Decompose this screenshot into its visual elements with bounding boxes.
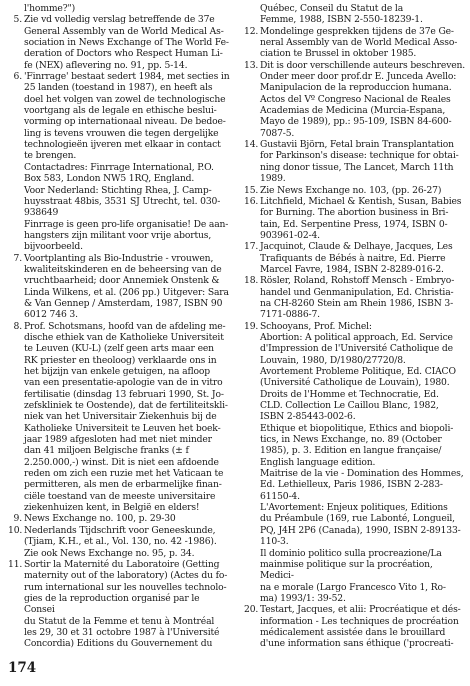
footnote-15: [244, 185, 466, 196]
footnote-text: Zie News Exchange no. 103, (pp. 26-27): [260, 184, 442, 196]
footnote-text: Mondelinge gesprekken tijdens de 37e Ge- neral Assembly van de World Medical Asso- ciation te Brussel in oktober 1985.: [260, 25, 458, 60]
right-column-continuation: Québec, Conseil du Statut de la Femme, 1988, ISBN 2-550-18239-1.: [260, 3, 423, 26]
footnote-number: 12.: [244, 25, 259, 37]
left-column-continuation: l'homme?"): [24, 3, 76, 14]
footnote-10: [8, 525, 232, 559]
footnote-text: Testart, Jacques, et alii: Procréatique et dés- information - Les techniques de procréation médicalement assistée dans le brouillard d'une information sans éthique ('procreati-: [260, 604, 461, 650]
footnote-text: Rösler, Roland, Rohstoff Mensch - Embryo- handel und Genmanipulation, Ed. Christia- na CH-8260 Stein am Rhein 1986, ISBN 3- 7171-0886-7.: [260, 275, 455, 321]
footnote-17: [244, 241, 466, 275]
footnote-number: 14.: [244, 139, 259, 151]
footnote-text: News Exchange no. 100, p. 29-30: [24, 513, 176, 525]
footnote-number: 17.: [244, 241, 259, 253]
footnote-11: [8, 559, 232, 650]
footnote-number: 5.: [13, 14, 22, 26]
footnote-text: Jacquinot, Claude & Delhaye, Jacques, Les Trafiquants de Bébés à naitre, Ed. Pierre Marcel Favre, 1984, ISBN 2-8289-016-2.: [260, 241, 453, 275]
footnote-number: 19.: [244, 320, 259, 332]
footnote-20: [244, 604, 466, 649]
footnote-text: Dit is door verschillende auteurs beschreven. Onder meer door prof.dr E. Junceda Avello: Manipulacion de la reproduccion humana. Actos del Vº Congreso Nacional de Reales Academias de Medicina (Murcia-Espana, Mayo de 1989), pp.: 95-109, ISBN 84-600- 7087-5.: [260, 59, 466, 139]
footnote-number: 8.: [13, 320, 22, 332]
footnote-number: 9.: [13, 513, 22, 525]
footnote-text: 'Finrrage' bestaat sedert 1984, met secties in 25 landen (toestand in 1987), en heeft als doel het volgen van zowel de technologische voortgang als de legale en ethische beslui- vorming op internationaal niveau. De bedoe- ling is tevens vrouwen die tegen dergelijke technologieën ijveren met elkaar in contact te brengen. Contactadres: Finrrage International, P.O. Box 583, London NW5 1RQ, England. Voor Nederland: Stichting Rhea, J. Camp- huysstraat 48bis, 3531 SJ Utrecht, tel. 030- 938649 Finrrage is geen pro-life organisatie! De aan- hangsters zijn militant voor vrije abortus, bijvoorbeeld.: [24, 71, 230, 253]
footnote-9: [8, 513, 232, 524]
footnote-14: [244, 139, 466, 184]
left-column: [8, 3, 232, 650]
footnote-7: [8, 253, 232, 321]
footnote-18: [244, 275, 466, 320]
footnote-19: [244, 321, 466, 605]
footnote-number: 11.: [8, 558, 23, 570]
footnote-number: 7.: [13, 252, 22, 264]
footnote-text: Zie vd volledig verslag betreffende de 37e General Assembly van de World Medical As- sociation in News Exchange of The World Fe- deration of Doctors who Respect Human Li- fe (NEX) aflevering no. 91, pp. 5-14.: [24, 14, 229, 71]
footnote-number: 15.: [244, 184, 259, 196]
footnote-number: 6.: [13, 71, 22, 83]
footnote-12: [244, 26, 466, 60]
footnote-text: Voortplanting als Bio-Industrie - vrouwen, kwaliteitskinderen en de beheersing van de vruchtbaarheid; door Annemiek Onstenk & Linda Wilkens, et al. (206 pp.) Uitgever: Sara & Van Gennep / Amsterdam, 1987, ISBN 90 6012 746 3.: [24, 252, 229, 321]
footnote-text: Gustavii Björn, Fetal brain Transplantation for Parkinson's disease: technique for obtai- ning donor tissue, The Lancet, March 11th 1989.: [260, 139, 459, 185]
footnote-number: 10.: [8, 524, 23, 536]
footnote-number: 16.: [244, 195, 259, 207]
footnote-16: [244, 196, 466, 241]
footnote-text: Sortir la Maternité du Laboratoire (Getting maternity out of the laboratory) (Actes du fo- rum international sur les nouvelles technolo- gies de la reproduction organisé par le Consei du Statut de la Femme et tenu à Montréal les 29, 30 et 31 octobre 1987 à l'Université Concordia) Editions du Gouvernement du: [24, 558, 228, 650]
footnote-8: [8, 321, 232, 514]
footnote-number: 20.: [244, 604, 259, 616]
footnote-text: Prof. Schotsmans, hoofd van de afdeling me- dische ethiek van de Katholieke Universiteit te Leuven (KU-L) (zelf geen arts maar een RK priester en theoloog) verklaarde ons in het bijzijn van enkele getuigen, na afloop van een presentatie-apologie van de in vitro fertilisatie (dinsdag 13 februari 1990, St. Jo- zefskliniek te Oostende), dat de fertiliteitskli- niek van het Universitair Ziekenhuis bij de Katholieke Universiteit te Leuven het boek- jaar 1989 afgesloten had met niet minder dan 41 miljoen Belgische franks (± f 2.250.000,-) winst. Dit is niet een afdoende reden om zich een ruzie met het Vaticaan te permitteren, als men de erbarmelijke finan- ciële toestand van de meeste universitaire ziekenhuizen kent, in België en elders!: [24, 320, 228, 514]
footnote-text: Schooyans, Prof. Michel: Abortion: A political approach, Ed. Service d'Impression de l'Université Catholique de Louvain, 1980, D/1980/27720/8. Avortement Probleme Politique, Ed. CIACO (Université Catholique de Louvain), 1980. Droits de l'Homme et Technocratie, Ed. CLD. Collection Le Caillou Blanc, 1982, ISBN 2-85443-002-6. Ethique et biopolitique, Ethics and biopoli- tics, in News Exchange, no. 89 (October 1985), p. 3. Edition en langue française/ English language edition. Maitrise de la vie - Domination des Hommes, Ed. Lethielleux, Paris 1986, ISBN 2-283- 61150-4. L'Avortement: Enjeux politiques, Editions du Préambule (169, rue Labonté, Longueil, PQ, J4H 2P6 (Canada), 1990, ISBN 2-89133- 110-3. Il dominio politico sulla procreazione/La mainmise politique sur la procréation, Medici- na e morale (Largo Francesco Vito 1, Ro- ma) 1993/1: 39-52.: [260, 320, 464, 604]
footnote-13: [244, 60, 466, 139]
footnote-number: 18.: [244, 275, 259, 287]
footnote-number: 13.: [244, 59, 259, 71]
right-column: [244, 3, 466, 650]
footnote-text: Litchfield, Michael & Kentish, Susan, Babies for Burning. The abortion business in Bri- tain, Ed. Serpentine Press, 1974, ISBN 0- 903961-02-4.: [260, 195, 462, 241]
page-number: 174: [8, 660, 37, 676]
footnote-text: Nederlands Tijdschrift voor Geneeskunde, (Tjiam, K.H., et al., Vol. 130, no. 42 -1986). Zie ook News Exchange no. 95, p. 34.: [24, 524, 217, 559]
footnote-6: [8, 71, 232, 253]
footnote-5: [8, 14, 232, 71]
